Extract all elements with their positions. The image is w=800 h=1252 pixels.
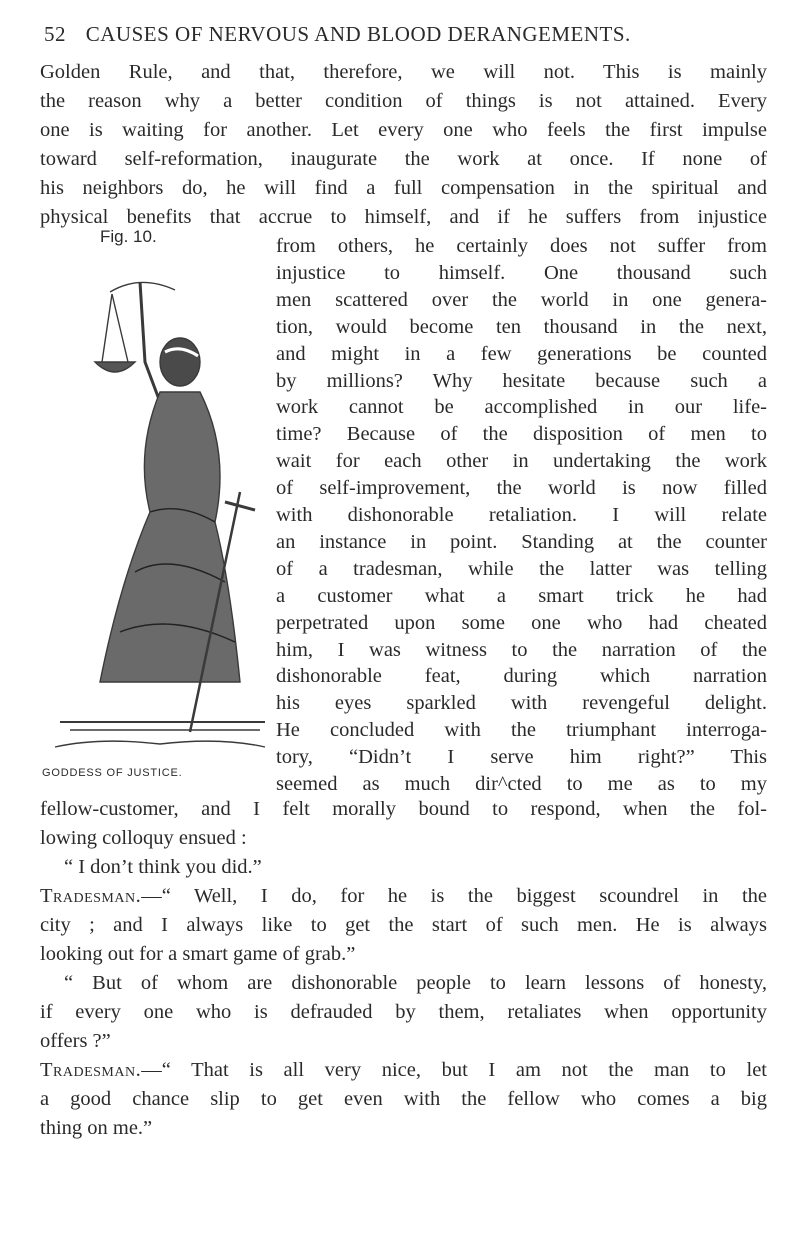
text-line: thing on me.” <box>40 1117 153 1139</box>
text-line: injustice to himself. One thousand such <box>276 261 767 284</box>
text-line: city ; and I always like to get the start of such men. He is always <box>40 914 767 936</box>
page-header <box>44 20 760 48</box>
text-line: of self-improvement, the world is now filled <box>276 477 767 500</box>
dialogue-line <box>40 1056 767 1084</box>
goddess-of-justice-illustration <box>40 252 270 772</box>
page-number: 52 <box>44 22 66 46</box>
text-line: a customer what a smart trick he had <box>276 584 767 607</box>
text-line: wait for each other in undertaking the work <box>276 450 767 473</box>
text-line: a good chance slip to get even with the fellow who comes a big <box>40 1088 767 1110</box>
text-line: of a tradesman, while the latter was telling <box>276 557 767 580</box>
dialogue-text: —“ Well, I do, for he is the biggest scoundrel in the <box>141 885 767 907</box>
text-line: time? Because of the disposition of men to <box>276 423 767 446</box>
text-line: “ But of whom are dishonorable people to learn lessons of honesty, <box>64 972 767 994</box>
text-line: the reason why a better condition of things is not attained. Every <box>40 90 767 112</box>
text-line: lowing colloquy ensued : <box>40 827 247 849</box>
text-line: offers ?” <box>40 1030 111 1052</box>
speaker-label: Tradesman. <box>40 1059 142 1081</box>
text-line: “ I don’t think you did.” <box>64 856 262 878</box>
text-line: dishonorable feat, during which narration <box>276 665 767 688</box>
text-line: an instance in point. Standing at the counter <box>276 530 767 553</box>
text-line: if every one who is defrauded by them, retaliates when opportunity <box>40 1001 767 1023</box>
running-title: CAUSES OF NERVOUS AND BLOOD DERANGEMENTS. <box>85 22 631 46</box>
text-line: looking out for a smart game of grab.” <box>40 943 356 965</box>
text-line: He concluded with the triumphant interroga- <box>276 719 767 742</box>
text-line: from others, he certainly does not suffer from <box>276 235 767 257</box>
text-line: his neighbors do, he will find a full compensation in the spiritual and <box>40 177 767 199</box>
text-line: with dishonorable retaliation. I will relate <box>276 504 767 526</box>
text-line: toward self-reformation, inaugurate the work at once. If none of <box>40 148 767 170</box>
figure-caption: GODDESS OF JUSTICE. <box>42 767 183 779</box>
figure-label: Fig. 10. <box>100 227 157 246</box>
text-line: Golden Rule, and that, therefore, we will not. This is mainly <box>40 61 767 83</box>
dialogue-text: —“ That is all very nice, but I am not the man to let <box>141 1059 767 1081</box>
speaker-label: Tradesman. <box>40 885 142 907</box>
text-line: work cannot be accomplished in our life- <box>276 396 767 419</box>
text-line: tion, would become ten thousand in the next, <box>276 315 767 338</box>
text-line: fellow-customer, and I felt morally bound to respond, when the fol- <box>40 798 767 820</box>
text-line: and might in a few generations be counted <box>276 342 767 365</box>
text-line: him, I was witness to the narration of the <box>276 638 767 661</box>
text-line: perpetrated upon some one who had cheated <box>276 611 767 634</box>
text-line: seemed as much dir^cted to me as to my <box>276 773 767 795</box>
text-line: by millions? Why hesitate because such a <box>276 369 767 392</box>
text-line: one is waiting for another. Let every one who feels the first impulse <box>40 119 767 141</box>
text-line: physical benefits that accrue to himself, and if he suffers from injustice <box>40 206 767 228</box>
text-line: tory, “Didn’t I serve him right?” This <box>276 746 767 769</box>
text-line: his eyes sparkled with revengeful delight. <box>276 692 767 715</box>
text-line: men scattered over the world in one genera- <box>276 288 767 311</box>
dialogue-line <box>40 882 767 910</box>
goddess-illustration-svg <box>40 252 270 772</box>
